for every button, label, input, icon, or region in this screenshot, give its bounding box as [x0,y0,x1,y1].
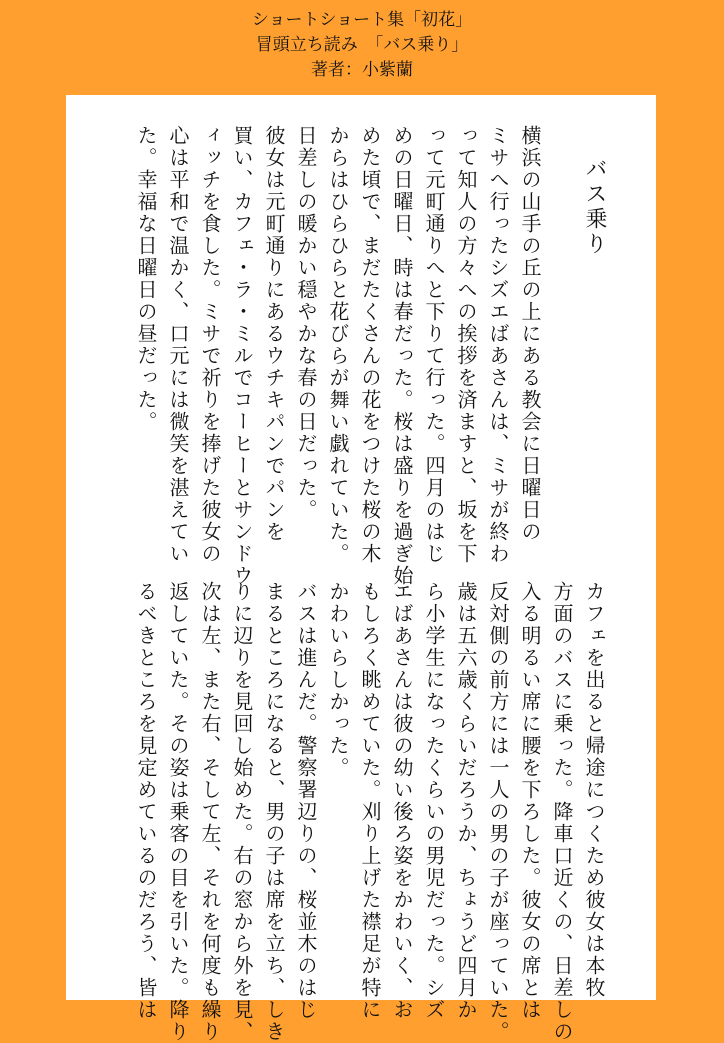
text-column: からはひらひらと花びらが舞い戯れていた。 [326,125,350,565]
text-column: 歳は五六歳くらいだろうか、ちょうど四月か [454,581,478,1021]
text-column: 心は平和で温かく、口元には微笑を湛えてい [166,125,190,565]
text-column: ミサへ行ったシズエばあさんは、ミサが終わ [486,125,510,565]
text-column: 彼女は元町通りにあるウチキパンでパンを [262,125,286,543]
text-column: るべきところを見定めているのだろう、皆は [134,581,158,1021]
text-column: って元町通りへと下りて行った。四月のはじ [422,125,446,565]
text-column: エばあさんは彼の幼い後ろ姿をかわいく、お [390,581,414,1021]
text-column: めた頃で、まだたくさんの花をつけた桜の木 [358,125,382,565]
text-column: りに辺りを見回し始めた。右の窓から外を見、 [230,581,254,1043]
text-column: めの日曜日、時は春だった。桜は盛りを過ぎ始 [390,125,414,587]
text-column: 横浜の山手の丘の上にある教会に日曜日の [518,125,542,543]
text-column: 方面のバスに乗った。降車口近くの、日差しの [550,581,574,1043]
upper-text-block [130,125,546,587]
text-column: た。幸福な日曜日の昼だった。 [134,125,158,433]
text-column: ィッチを食した。ミサで祈りを捧げた彼女の [198,125,222,565]
text-column: カフェを出ると帰途につくため彼女は本牧 [582,581,606,999]
text-column: 反対側の前方には一人の男の子が座っていた。 [486,581,510,1043]
text-column: 日差しの暖かい穏やかな春の日だった。 [294,125,318,521]
document-page [66,95,656,1043]
series-title: ショートショート集「初花」 [251,10,473,30]
text-column: 返していた。その姿は乗客の目を引いた。降り [166,581,190,1043]
text-column: って知人の方々への挨拶を済ますと、坂を下 [454,125,478,565]
text-column: 買い、カフェ・ラ・ミルでコーヒーとサンドウ [230,125,254,587]
preview-title: 冒頭立ち読み 「バス乗り」 [255,35,469,55]
text-column: バスは進んだ。警察署辺りの、桜並木のはじ [294,581,318,1021]
author-line: 著者：小紫蘭 [311,60,413,80]
text-column: もしろく眺めていた。刈り上げた襟足が特に [358,581,382,1021]
text-column: 入る明るい席に腰を下ろした。彼女の席とは [518,581,542,1021]
lower-text-block [130,581,610,1043]
text-column: ら小学生になったくらいの男児だった。シズ [422,581,446,1021]
header [0,8,724,83]
story-title: バス乗り [582,157,607,257]
text-column: まるところになると、男の子は席を立ち、しき [262,581,286,1043]
text-column: かわいらしかった。 [326,581,350,779]
text-column: 次は左、また右、そして左、それを何度も繰り [198,581,222,1043]
